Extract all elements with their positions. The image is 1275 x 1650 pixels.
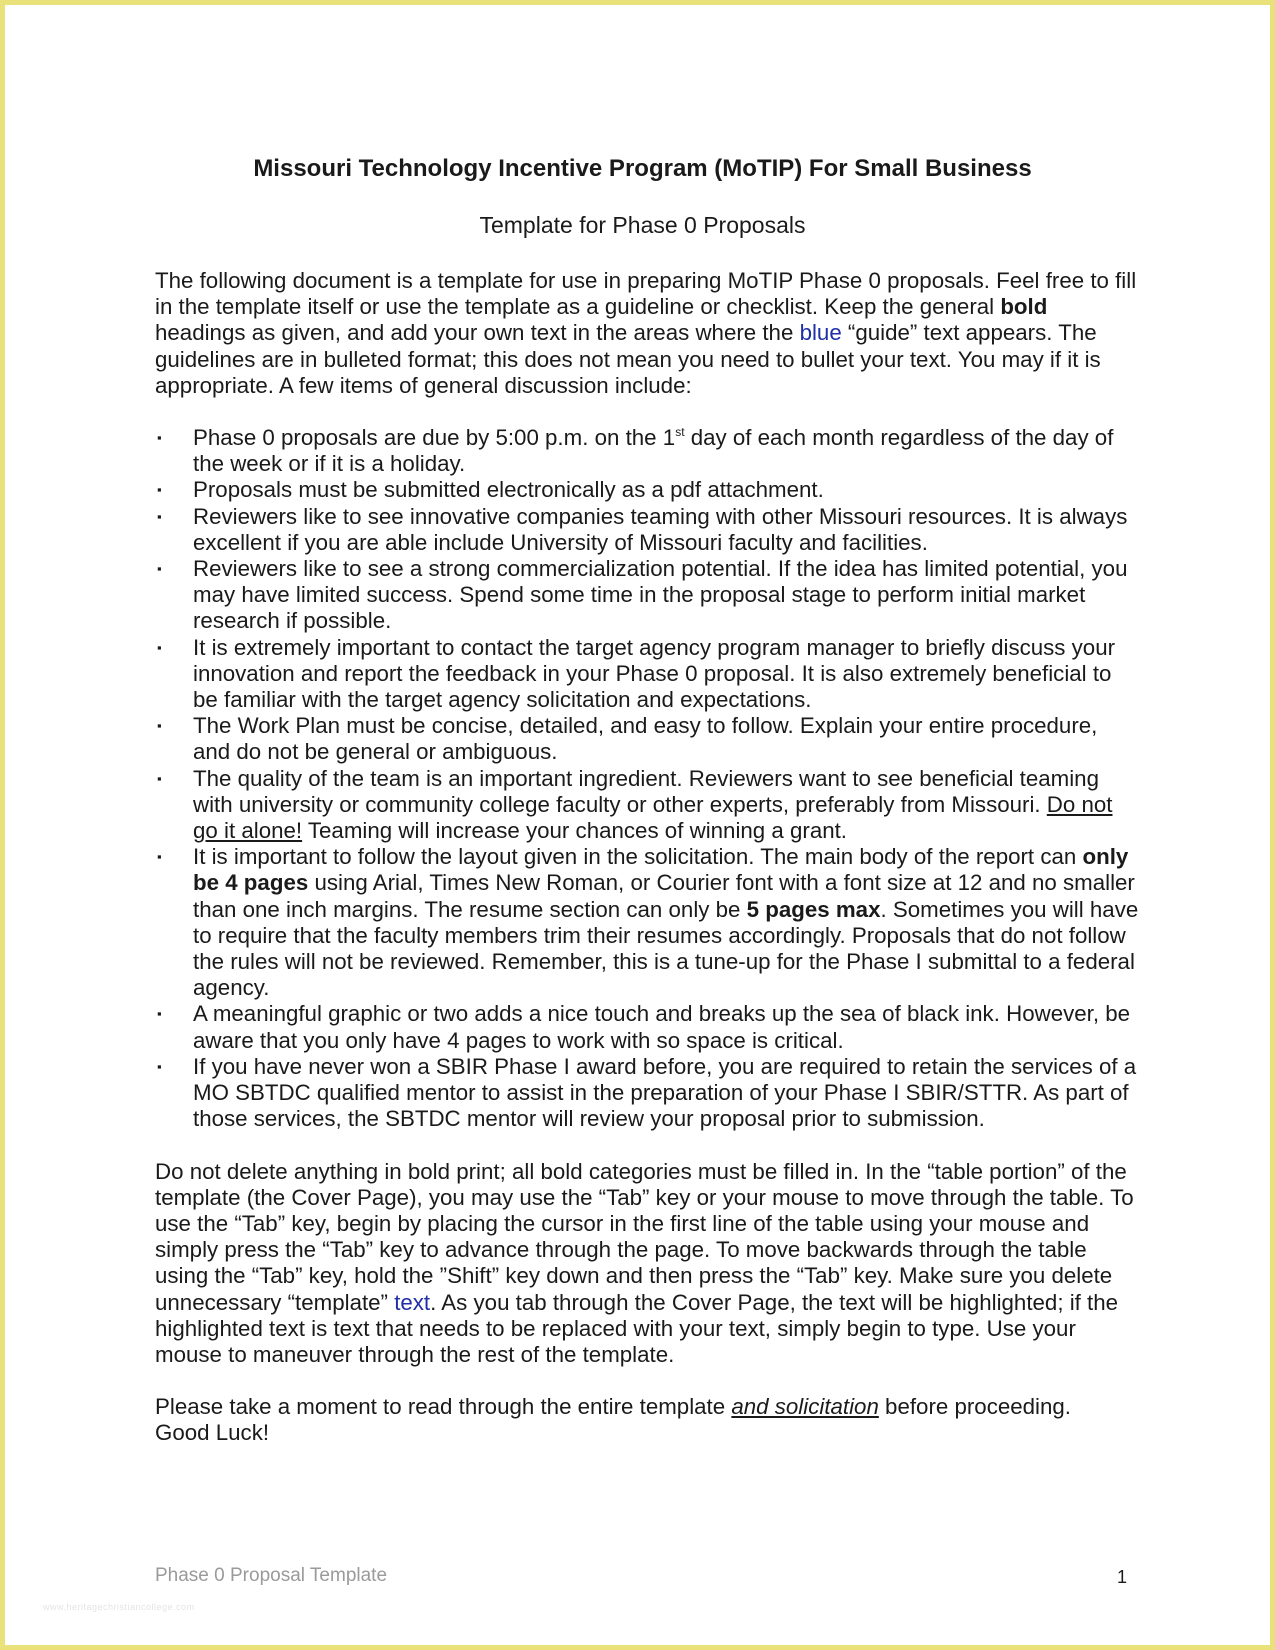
document-title: Missouri Technology Incentive Program (MoTIP) For Small Business	[253, 155, 1032, 182]
list-item	[155, 477, 1140, 503]
underlined-emphasis: Do not go it alone!	[193, 791, 1113, 844]
guideline-list	[155, 425, 1140, 1132]
bold-page-limit: only be 4 pages	[193, 844, 1129, 896]
closing-underlined-italic: and solicitation	[731, 1394, 879, 1420]
list-item-text: It is important to follow the layout given in the solicitation. The main body of the report can	[193, 844, 1083, 870]
bullet-icon: ▪	[157, 849, 162, 865]
list-item	[155, 713, 1140, 765]
bullet-icon: ▪	[157, 1006, 162, 1022]
intro-text-2: headings as given, and add your own text in the areas where the	[155, 320, 800, 346]
footer-title: Phase 0 Proposal Template	[155, 1565, 388, 1586]
instructions-blue-word: text	[394, 1289, 431, 1315]
bullet-icon: ▪	[157, 561, 162, 577]
intro-blue-word: blue	[799, 320, 842, 346]
ordinal-superscript: st	[675, 425, 685, 440]
bullet-icon: ▪	[157, 1058, 162, 1074]
list-item-text: If you have never won a SBIR Phase I award before, you are required to retain the services of a MO SBTDC qualified mentor to assist in the preparation of your Phase I SBIR/STTR. As part of those services, the SBTDC mentor will review your proposal prior to submission.	[193, 1053, 1137, 1132]
instructions-text-2: . As you tab through the Cover Page, the text will be highlighted; if the highlighted text is text that needs to be replaced with your text, simply begin to type. Use your mouse to maneuver through the rest of the template.	[155, 1289, 1119, 1367]
list-item-text: using Arial, Times New Roman, or Courier font with a font size at 12 and no smaller than one inch margins. The resume section can only be	[193, 870, 1135, 922]
list-item-text: The quality of the team is an important ingredient. Reviewers want to see beneficial teaming with university or community college faculty or other experts, preferably from Missouri.	[193, 765, 1099, 817]
list-item-text: A meaningful graphic or two adds a nice touch and breaks up the sea of black ink. However, be aware that you only have 4 pages to work with so space is critical.	[193, 1001, 1131, 1053]
list-item	[155, 425, 1140, 477]
bullet-icon: ▪	[157, 770, 162, 786]
bullet-icon: ▪	[157, 639, 162, 655]
bullet-icon: ▪	[157, 718, 162, 734]
bullet-icon: ▪	[157, 430, 162, 446]
list-item-text: It is extremely important to contact the target agency program manager to briefly discuss your innovation and report the feedback in your Phase 0 proposal. It is also extremely beneficial to be familiar with the target agency solicitation and expectations.	[193, 634, 1116, 713]
list-item	[155, 556, 1140, 635]
good-luck-text: Good Luck!	[155, 1420, 270, 1446]
list-item-text: Proposals must be submitted electronically as a pdf attachment.	[193, 477, 824, 503]
closing-paragraph	[155, 1394, 1140, 1446]
closing-text-1: Please take a moment to read through the entire template	[155, 1394, 732, 1420]
document-subtitle: Template for Phase 0 Proposals	[479, 212, 806, 238]
closing-text-2: before proceeding.	[878, 1394, 1071, 1420]
list-item-text: Phase 0 proposals are due by 5:00 p.m. on the 1	[193, 425, 676, 451]
document-body	[155, 268, 1140, 1447]
list-item	[155, 1001, 1140, 1053]
intro-text-3: “guide” text appears. The guidelines are in bulleted format; this does not mean you need to bullet your text. You may if it is appropriate. A few items of general discussion include:	[155, 320, 1101, 398]
watermark: www.heritagechristiancollege.com	[43, 1602, 195, 1612]
intro-text-1: The following document is a template for use in preparing MoTIP Phase 0 proposals. Feel free to fill in the template itself or use the template as a guideline or checklist. Keep the general	[155, 268, 1137, 320]
bold-resume-limit: 5 pages max	[746, 896, 881, 922]
list-item-text: Reviewers like to see innovative companies teaming with other Missouri resources. It is always excellent if you are able include University of Missouri faculty and facilities.	[193, 503, 1128, 555]
list-item	[155, 635, 1140, 714]
list-item-text: The Work Plan must be concise, detailed, and easy to follow. Explain your entire procedure, and do not be general or ambiguous.	[193, 713, 1098, 765]
bullet-icon: ▪	[157, 482, 162, 498]
list-item-text: . Sometimes you will have to require that the faculty members trim their resumes accordingly. Proposals that do not follow the rules will not be reviewed. Remember, this is a tune-up for the Phase I submittal to a federal agency.	[193, 896, 1139, 1001]
list-item-text: Reviewers like to see a strong commercialization potential. If the idea has limited potential, you may have limited success. Spend some time in the proposal stage to perform initial market research if possible.	[193, 556, 1128, 634]
list-item-text: day of each month regardless of the day of the week or if it is a holiday.	[193, 425, 1114, 477]
page-number: 1	[1117, 1567, 1128, 1587]
list-item	[155, 844, 1140, 1001]
intro-paragraph	[155, 268, 1140, 399]
instructions-paragraph	[155, 1159, 1140, 1369]
list-item-text: Teaming will increase your chances of winning a grant.	[302, 818, 848, 844]
bullet-icon: ▪	[157, 508, 162, 524]
list-item	[155, 504, 1140, 556]
list-item	[155, 766, 1140, 845]
list-item	[155, 1054, 1140, 1133]
intro-bold-word: bold	[1000, 294, 1048, 320]
instructions-text-1: Do not delete anything in bold print; all bold categories must be filled in. In the “table portion” of the template (the Cover Page), you may use the “Tab” key or your mouse to move through the table. To use the “Tab” key, begin by placing the cursor in the first line of the table using your mouse and simply press the “Tab” key to advance through the page. To move backwards through the table using the “Tab” key, hold the ”Shift” key down and then press the “Tab” key. Make sure you delete unnecessary “template”	[155, 1158, 1134, 1315]
